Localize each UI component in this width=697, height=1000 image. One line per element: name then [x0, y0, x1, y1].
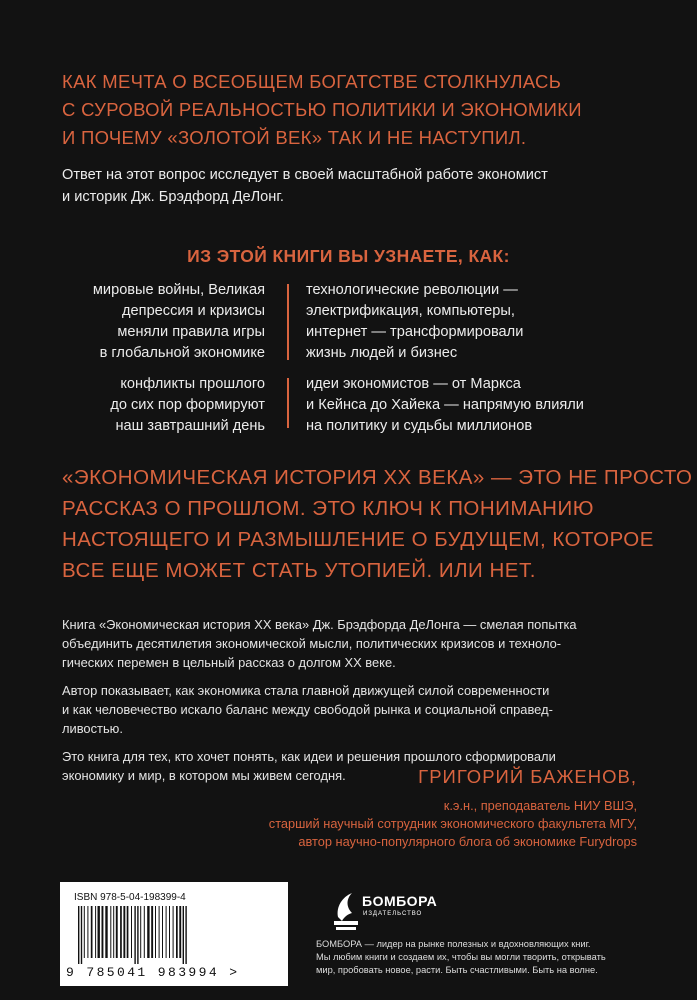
barcode-digits: 9 785041 983994 > [66, 965, 240, 980]
review-line: Книга «Экономическая история XX века» Дж. Брэдфорда ДеЛонга — смелая попытка [62, 617, 577, 632]
quote-line: РАССКАЗ О ПРОШЛОМ. ЭТО КЛЮЧ К ПОНИМАНИЮ [62, 497, 594, 520]
learn-point-line: мировые войны, Великая [92, 282, 265, 298]
publisher-logo [332, 887, 462, 937]
learn-point-line: технологические революции — [306, 282, 518, 298]
intro-paragraph [62, 164, 662, 208]
column-divider [287, 284, 289, 360]
review-line: экономику и мир, в котором мы живем сегодня. [62, 768, 346, 783]
quote-line: НАСТОЯЩЕГО И РАЗМЫШЛЕНИЕ О БУДУЩЕМ, КОТОРОЕ [62, 528, 654, 551]
learn-point-line: меняли правила игры [117, 324, 265, 340]
wave-icon [332, 887, 360, 933]
publisher-blurb-line: Мы любим книги и создаем их, чтобы вы могли творить, открывать [316, 952, 606, 962]
lead-line: И ПОЧЕМУ «ЗОЛОТОЙ ВЕК» ТАК И НЕ НАСТУПИЛ. [62, 127, 527, 148]
intro-line: Ответ на этот вопрос исследует в своей масштабной работе экономист [62, 167, 548, 183]
learn-point-technology [306, 280, 523, 364]
review-line: Это книга для тех, кто хочет понять, как идеи и решения прошлого сформировали [62, 749, 556, 764]
isbn-number: ISBN 978-5-04-198399-4 [74, 892, 186, 903]
review-line: Автор показывает, как экономика стала главной движущей силой современности [62, 683, 550, 698]
publisher-logo-subtitle: ИЗДАТЕЛЬСТВО [363, 911, 423, 917]
reviewer-attribution [269, 766, 637, 851]
reviewer-role: старший научный сотрудник экономического факультета МГУ, [268, 816, 637, 831]
lead-heading [62, 68, 662, 152]
learn-point-line: интернет — трансформировали [306, 324, 524, 340]
learn-point-line: и Кейнса до Хайека — напрямую влияли [306, 397, 584, 413]
learn-point-line: депрессия и кризисы [122, 303, 265, 319]
review-line: ливостью. [62, 721, 123, 736]
pull-quote [62, 462, 693, 586]
intro-line: и историк Дж. Брэдфорд ДеЛонг. [62, 189, 284, 205]
reviewer-role: к.э.н., преподаватель НИУ ВШЭ, [443, 798, 637, 813]
reviewer-name: ГРИГОРИЙ БАЖЕНОВ, [418, 766, 637, 787]
learn-point-line: на политику и судьбы миллионов [306, 418, 533, 434]
learn-point-line: конфликты прошлого [120, 376, 265, 392]
learn-point-line: до сих пор формируют [110, 397, 265, 413]
learn-point-wars [93, 280, 265, 364]
learn-point-line: электрификация, компьютеры, [306, 303, 515, 319]
review-line: гических перемен в цельный рассказ о долгом XX веке. [62, 655, 396, 670]
lead-line: С СУРОВОЙ РЕАЛЬНОСТЬЮ ПОЛИТИКИ И ЭКОНОМИКИ [62, 99, 582, 120]
learn-point-line: жизнь людей и бизнес [306, 345, 458, 361]
isbn-barcode [60, 882, 288, 986]
publisher-logo-name: БОМБОРА [362, 893, 438, 909]
learn-section-title: ИЗ ЭТОЙ КНИГИ ВЫ УЗНАЕТЕ, КАК: [187, 246, 510, 266]
barcode-bars [74, 906, 274, 964]
quote-line: «ЭКОНОМИЧЕСКАЯ ИСТОРИЯ XX ВЕКА» — ЭТО НЕ ПРОСТО [62, 466, 693, 489]
review-line: объединить десятилетия экономической мысли, политических кризисов и техноло- [62, 636, 562, 651]
column-divider [287, 378, 289, 428]
learn-point-conflicts [110, 374, 265, 437]
publisher-blurb-line: БОМБОРА — лидер на рынке полезных и вдохновляющих книг. [316, 939, 591, 949]
publisher-blurb-line: мир, пробовать новое, расти. Быть счастливыми. Быть на волне. [316, 965, 598, 975]
publisher-blurb [316, 938, 636, 977]
learn-point-line: идеи экономистов — от Маркса [306, 376, 521, 392]
review-line: и как человечество искало баланс между свободой рынка и социальной справед- [62, 702, 553, 717]
quote-line: ВСЕ ЕЩЕ МОЖЕТ СТАТЬ УТОПИЕЙ. ИЛИ НЕТ. [62, 559, 536, 582]
learn-point-line: в глобальной экономике [99, 345, 265, 361]
learn-point-line: наш завтрашний день [115, 418, 265, 434]
learn-point-economists [306, 374, 584, 437]
lead-line: КАК МЕЧТА О ВСЕОБЩЕМ БОГАТСТВЕ СТОЛКНУЛАСЬ [62, 71, 562, 92]
reviewer-role: автор научно-популярного блога об экономике Furydrops [298, 834, 637, 849]
